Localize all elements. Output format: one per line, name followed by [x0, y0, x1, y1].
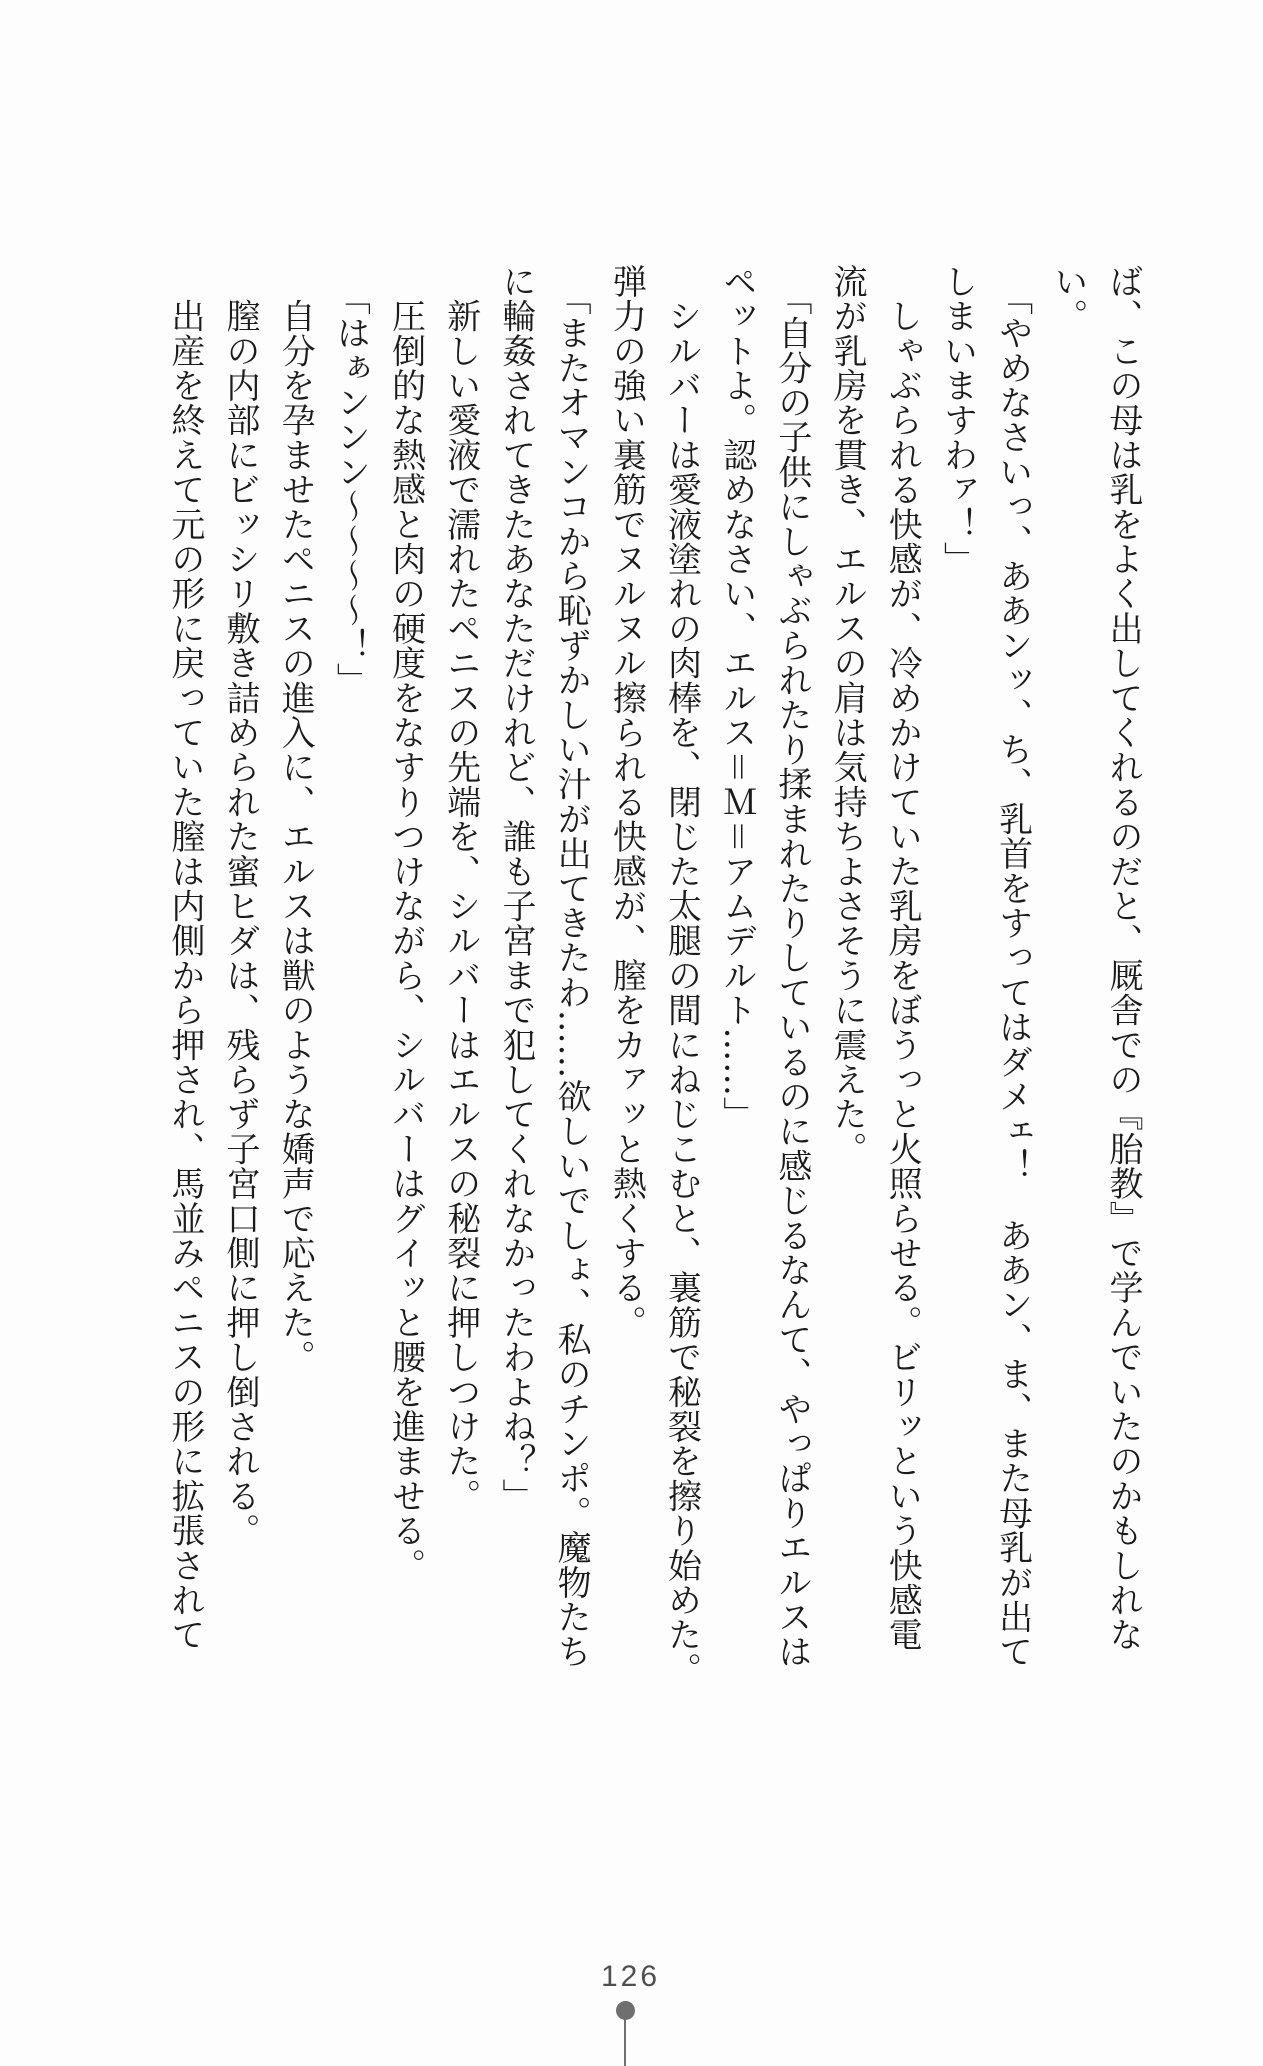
text-column: 自分を孕ませたペニスの進入に、エルスは獣のような嬌声で応えた。	[275, 264, 316, 1375]
text-column: シルバーは愛液塗れの肉棒を、閉じた太腿の間にねじこむと、裏筋で秘裂を擦り始めた。	[661, 264, 702, 1687]
text-column: 「はぁンンン〜〜〜〜！」	[330, 281, 371, 698]
footer-line-ornament	[624, 2019, 626, 2066]
page-text	[156, 264, 1150, 1687]
text-column: ペットよ。認めなさい、エルス＝Ｍ＝アムデルト……」	[716, 264, 757, 1132]
text-column: しゃぶられる快感が、冷めかけていた乳房をぼうっと火照らせる。ビリッという快感電	[882, 264, 923, 1652]
text-column: 膣の内部にビッシリ敷き詰められた蜜ヒダは、残らず子宮口側に押し倒される。	[220, 264, 260, 1548]
text-column: 流が乳房を貫き、エルスの肩は気持ちよさそうに震えた。	[827, 264, 868, 1167]
text-column: 圧倒的な熱感と肉の硬度をなすりつけながら、シルバーはグイッと腰を進ませる。	[385, 264, 426, 1583]
text-column: 出産を終えて元の形に戻っていた膣は内側から押され、馬並みペニスの形に拡張されて	[164, 264, 205, 1652]
text-column: ば、この母は乳をよく出してくれるのだと、厩舎での『胎教』で学んでいたのかもしれな	[1103, 264, 1143, 1652]
text-column: い。	[1047, 264, 1088, 334]
text-column: 新しい愛液で濡れたペニスの先端を、シルバーはエルスの秘裂に押しつけた。	[440, 264, 481, 1514]
text-column: に輪姦されてきたあなただけれど、誰も子宮まで犯してくれなかったわよね？」	[495, 264, 536, 1514]
text-column: しまいますわァ！」	[937, 264, 978, 577]
page-number: 126	[601, 1960, 661, 1993]
text-column: 「やめなさいっ、ああンッ、ち、乳首をすってはダメェ！ ああン、ま、また母乳が出て	[992, 281, 1033, 1669]
text-column: 弾力の強い裏筋でヌルヌル擦られる快感が、膣をカァッと熱くする。	[606, 264, 647, 1340]
text-column: 「自分の子供にしゃぶられたり揉まれたりしているのに感じるなんて、やっぱりエルスは	[771, 281, 812, 1669]
footer-dot-ornament	[616, 2001, 635, 2020]
text-column: 「またオマンコから恥ずかしい汁が出てきたわ……欲しいでしょ、私のチンポ。魔物たち	[551, 281, 592, 1669]
